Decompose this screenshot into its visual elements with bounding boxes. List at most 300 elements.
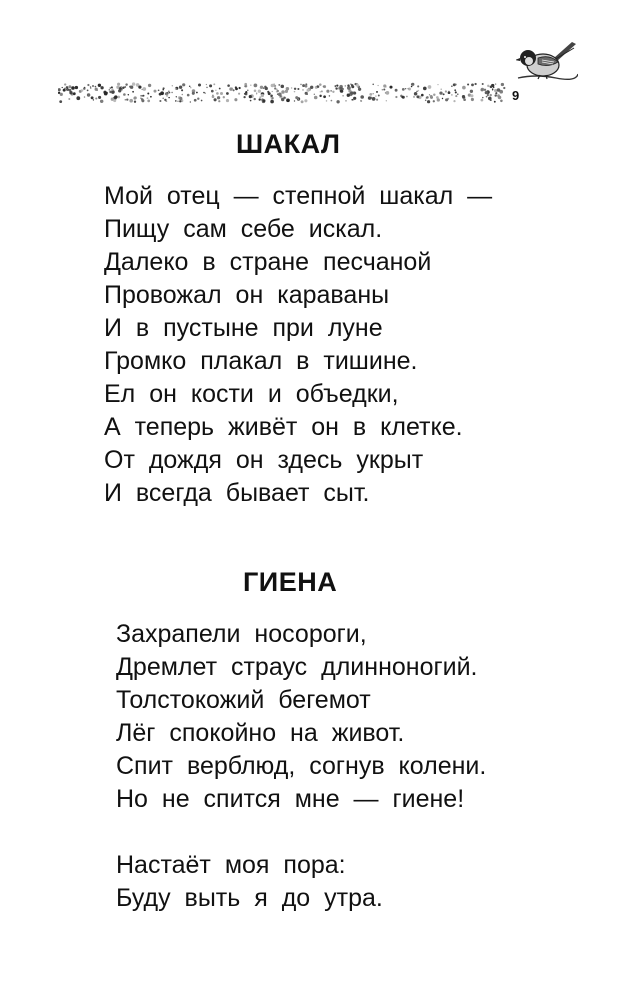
- ornament-speck: [134, 101, 136, 103]
- ornament-speck: [277, 90, 279, 92]
- ornament-speck: [247, 90, 249, 92]
- ornament-speck: [347, 84, 349, 86]
- ornament-speck: [258, 90, 261, 93]
- ornament-speck: [270, 100, 274, 104]
- decorative-header-ornament: [58, 80, 506, 106]
- ornament-speck: [350, 83, 351, 84]
- ornament-speck: [463, 98, 466, 101]
- ornament-speck: [110, 87, 112, 89]
- ornament-speck: [498, 96, 502, 100]
- ornament-speck: [206, 84, 207, 85]
- ornament-speck: [118, 89, 121, 92]
- ornament-speck: [501, 83, 504, 86]
- ornament-speck: [372, 84, 374, 86]
- ornament-speck: [462, 86, 466, 90]
- ornament-speck: [179, 86, 182, 89]
- ornament-speck: [310, 86, 313, 89]
- ornament-speck: [455, 95, 457, 97]
- ornament-speck: [68, 85, 71, 88]
- ornament-speck: [297, 88, 299, 90]
- ornament-speck: [301, 100, 304, 103]
- ornament-speck: [87, 93, 90, 96]
- ornament-speck: [58, 88, 61, 91]
- ornament-speck: [368, 96, 371, 99]
- ornament-speck: [486, 96, 488, 98]
- ornament-speck: [214, 98, 217, 101]
- ornament-speck: [216, 92, 219, 95]
- ornament-speck: [201, 100, 203, 102]
- ornament-speck: [453, 100, 455, 102]
- ornament-speck: [317, 85, 319, 87]
- poem-line: Но не спится мне — гиене!: [116, 785, 465, 813]
- ornament-speck: [336, 100, 339, 103]
- poem-title: ГИЕНА: [243, 567, 338, 597]
- poem-line: Ел он кости и объедки,: [104, 380, 399, 408]
- poem-line: Толстокожий бегемот: [116, 686, 371, 714]
- ornament-speck: [166, 95, 168, 97]
- ornament-speck: [90, 87, 92, 89]
- ornament-speck: [220, 92, 223, 95]
- ornament-speck: [67, 89, 69, 91]
- ornament-speck: [261, 94, 264, 97]
- ornament-speck: [455, 84, 457, 86]
- ornament-speck: [345, 85, 347, 87]
- ornament-speck: [182, 83, 185, 86]
- ornament-speck: [109, 89, 110, 90]
- ornament-speck: [138, 85, 141, 88]
- ornament-speck: [84, 87, 86, 89]
- ornament-speck: [125, 83, 127, 85]
- ornament-speck: [451, 94, 453, 96]
- ornament-speck: [190, 101, 191, 102]
- ornament-speck: [125, 99, 127, 101]
- poem-text: [104, 180, 492, 510]
- ornament-speck: [474, 83, 476, 85]
- ornament-speck: [295, 96, 298, 99]
- ornament-speck: [402, 88, 405, 91]
- ornament-speck: [132, 91, 134, 93]
- ornament-speck: [284, 97, 286, 99]
- ornament-speck: [442, 98, 443, 99]
- ornament-speck: [445, 90, 447, 92]
- ornament-speck: [482, 97, 483, 98]
- ornament-speck: [238, 93, 240, 95]
- ornament-speck: [319, 83, 322, 86]
- ornament-speck: [395, 89, 398, 92]
- poem-line: Захрапели носороги,: [116, 620, 367, 648]
- ornament-speck: [330, 90, 331, 91]
- ornament-speck: [331, 100, 333, 102]
- ornament-speck: [111, 88, 113, 90]
- ornament-speck: [326, 90, 329, 93]
- ornament-speck: [414, 92, 418, 96]
- ornament-speck: [386, 100, 387, 101]
- ornament-speck: [378, 95, 380, 97]
- ornament-speck: [395, 96, 397, 98]
- ornament-speck: [238, 87, 240, 89]
- ornament-speck: [470, 90, 473, 93]
- bird-illustration-icon: [516, 38, 578, 88]
- ornament-speck: [215, 90, 216, 91]
- ornament-speck: [342, 95, 344, 97]
- ornament-speck: [250, 100, 252, 102]
- ornament-speck: [445, 98, 448, 101]
- ornament-speck: [95, 88, 98, 91]
- ornament-speck: [471, 98, 474, 101]
- poem-line: Провожал он караваны: [104, 281, 390, 309]
- ornament-speck: [250, 84, 251, 85]
- ornament-speck: [411, 86, 413, 88]
- ornament-speck: [494, 101, 496, 103]
- ornament-speck: [160, 91, 164, 95]
- page-number: 9: [512, 88, 520, 103]
- ornament-speck: [484, 89, 486, 91]
- ornament-speck: [254, 90, 257, 93]
- ornament-speck: [437, 84, 438, 85]
- ornament-speck: [243, 96, 245, 98]
- ornament-speck: [286, 98, 290, 102]
- ornament-speck: [421, 94, 424, 97]
- ornament-speck: [249, 95, 252, 98]
- ornament-speck: [451, 86, 452, 87]
- ornament-speck: [59, 100, 62, 103]
- ornament-speck: [323, 85, 325, 87]
- ornament-speck: [300, 84, 302, 86]
- ornament-speck: [448, 91, 451, 94]
- ornament-speck: [147, 97, 149, 99]
- ornament-speck: [481, 99, 484, 102]
- poem-stanza: [116, 618, 486, 816]
- ornament-speck: [495, 92, 497, 94]
- ornament-speck: [314, 94, 315, 95]
- ornament-speck: [154, 90, 157, 93]
- ornament-speck: [360, 95, 364, 99]
- ornament-speck: [489, 94, 491, 96]
- ornament-speck: [356, 84, 359, 87]
- ornament-speck: [271, 84, 275, 88]
- ornament-speck: [428, 85, 432, 89]
- ornament-speck: [433, 93, 435, 95]
- ornament-speck: [211, 90, 214, 93]
- ornament-speck: [351, 85, 354, 88]
- ornament-speck: [165, 100, 167, 102]
- ornament-speck: [302, 84, 305, 87]
- poem-stanza: [116, 849, 383, 915]
- ornament-speck: [235, 86, 237, 88]
- ornament-speck: [218, 100, 220, 102]
- ornament-speck: [430, 95, 433, 98]
- ornament-speck: [417, 90, 419, 92]
- ornament-speck: [372, 93, 373, 94]
- poem-line: И в пустыне при луне: [104, 314, 383, 342]
- ornament-speck: [389, 86, 392, 89]
- ornament-speck: [87, 90, 89, 92]
- ornament-speck: [175, 100, 177, 102]
- ornament-speck: [60, 93, 63, 96]
- ornament-speck: [227, 84, 230, 87]
- ornament-speck: [95, 86, 97, 88]
- ornament-speck: [212, 95, 215, 98]
- ornament-speck: [226, 99, 229, 102]
- poem-line: А теперь живёт он в клетке.: [104, 413, 463, 441]
- ornament-speck: [177, 101, 178, 102]
- ornament-speck: [192, 92, 195, 95]
- ornament-speck: [406, 96, 408, 98]
- ornament-speck: [142, 87, 146, 91]
- ornament-speck: [471, 83, 474, 86]
- ornament-speck: [455, 91, 457, 93]
- ornament-speck: [427, 100, 430, 103]
- ornament-speck: [497, 88, 501, 92]
- ornament-speck: [503, 87, 505, 89]
- ornament-speck: [95, 97, 97, 99]
- ornament-speck: [254, 84, 258, 88]
- ornament-speck: [319, 95, 321, 97]
- ornament-speck: [98, 96, 101, 99]
- ornament-speck: [162, 89, 164, 91]
- poem-line: Далеко в стране песчаной: [104, 248, 432, 276]
- ornament-speck: [93, 99, 94, 100]
- poem-line: Спит верблюд, согнув колени.: [116, 752, 487, 780]
- ornament-speck: [256, 93, 257, 94]
- ornament-speck: [176, 96, 177, 97]
- ornament-speck: [245, 91, 247, 93]
- ornament-speck: [470, 94, 473, 97]
- ornament-speck: [405, 88, 406, 89]
- ornament-speck: [268, 92, 271, 95]
- ornament-speck: [162, 97, 164, 99]
- ornament-speck: [223, 96, 225, 98]
- ornament-speck: [437, 98, 440, 101]
- ornament-speck: [68, 98, 70, 100]
- poem-line: Настаёт моя пора:: [116, 851, 346, 879]
- ornament-speck: [130, 85, 133, 88]
- ornament-speck: [423, 87, 427, 91]
- ornament-speck: [111, 86, 113, 88]
- ornament-speck: [320, 91, 321, 92]
- ornament-speck: [280, 95, 282, 97]
- ornament-speck: [87, 84, 89, 86]
- ornament-speck: [351, 99, 353, 101]
- ornament-speck: [123, 93, 126, 96]
- ornament-speck: [62, 87, 63, 88]
- ornament-speck: [114, 95, 117, 98]
- ornament-speck: [369, 93, 372, 96]
- ornament-speck: [360, 100, 362, 102]
- ornament-speck: [132, 82, 135, 85]
- ornament-speck: [386, 91, 390, 95]
- ornament-speck: [492, 89, 493, 90]
- ornament-speck: [117, 96, 120, 99]
- ornament-speck: [91, 96, 94, 99]
- ornament-speck: [76, 96, 80, 100]
- ornament-speck: [126, 98, 128, 100]
- ornament-speck: [81, 89, 83, 91]
- ornament-speck: [302, 89, 304, 91]
- ornament-speck: [259, 98, 261, 100]
- ornament-speck: [171, 92, 172, 93]
- ornament-speck: [71, 86, 75, 90]
- ornament-speck: [113, 99, 116, 102]
- ornament-speck: [272, 91, 273, 92]
- ornament-speck: [265, 87, 268, 90]
- ornament-speck: [276, 89, 277, 90]
- ornament-speck: [187, 94, 190, 97]
- ornament-speck: [339, 87, 342, 90]
- ornament-speck: [382, 89, 383, 90]
- ornament-speck: [411, 83, 414, 86]
- ornament-speck: [335, 86, 336, 87]
- ornament-speck: [140, 98, 141, 99]
- ornament-speck: [244, 93, 246, 95]
- ornament-speck: [482, 83, 484, 85]
- ornament-speck: [259, 96, 261, 98]
- ornament-speck: [128, 94, 129, 95]
- ornament-speck: [158, 89, 160, 91]
- ornament-speck: [75, 86, 78, 89]
- ornament-speck: [376, 99, 378, 101]
- ornament-speck: [480, 88, 483, 91]
- ornament-speck: [168, 91, 170, 93]
- ornament-speck: [440, 88, 441, 89]
- poem-line: Дремлет страус длинноногий.: [116, 653, 478, 681]
- ornament-speck: [305, 92, 308, 95]
- ornament-speck: [323, 95, 326, 98]
- ornament-speck: [425, 100, 427, 102]
- ornament-speck: [98, 84, 101, 87]
- ornament-speck: [329, 95, 331, 97]
- ornament-speck: [347, 94, 350, 97]
- ornament-speck: [147, 92, 149, 94]
- ornament-speck: [377, 85, 378, 86]
- ornament-speck: [150, 96, 152, 98]
- ornament-speck: [291, 87, 292, 88]
- ornament-speck: [490, 85, 493, 88]
- ornament-speck: [172, 85, 173, 86]
- ornament-speck: [358, 88, 361, 91]
- ornament-speck: [181, 89, 183, 91]
- ornament-speck: [426, 97, 427, 98]
- ornament-speck: [281, 90, 285, 94]
- ornament-speck: [116, 86, 119, 89]
- ornament-speck: [407, 88, 409, 90]
- ornament-speck: [196, 92, 198, 94]
- ornament-speck: [100, 100, 103, 103]
- ornament-speck: [274, 87, 276, 89]
- ornament-speck: [383, 88, 385, 90]
- ornament-speck: [129, 99, 133, 103]
- ornament-speck: [294, 88, 296, 90]
- ornament-speck: [417, 85, 419, 87]
- ornament-speck: [84, 96, 86, 98]
- ornament-speck: [304, 99, 307, 102]
- ornament-speck: [104, 92, 108, 96]
- ornament-speck: [457, 93, 458, 94]
- ornament-speck: [168, 97, 169, 98]
- ornament-speck: [100, 86, 103, 89]
- ornament-speck: [134, 96, 137, 99]
- ornament-speck: [66, 86, 69, 89]
- ornament-speck: [401, 96, 403, 98]
- ornament-speck: [433, 100, 435, 102]
- ornament-speck: [109, 91, 112, 94]
- ornament-speck: [467, 83, 469, 85]
- ornament-speck: [485, 91, 488, 94]
- ornament-speck: [197, 98, 199, 100]
- ornament-speck: [141, 99, 144, 102]
- ornament-speck: [416, 95, 419, 98]
- ornament-speck: [274, 85, 276, 87]
- ornament-speck: [429, 94, 430, 95]
- ornament-speck: [294, 91, 296, 93]
- ornament-speck: [416, 91, 417, 92]
- ornament-speck: [120, 86, 122, 88]
- ornament-speck: [182, 94, 184, 96]
- ornament-speck: [314, 96, 318, 100]
- ornament-speck: [439, 91, 442, 94]
- poem-line: Мой отец — степной шакал —: [104, 182, 493, 210]
- ornament-speck: [307, 89, 310, 92]
- ornament-speck: [286, 87, 289, 90]
- ornament-speck: [462, 95, 465, 98]
- ornament-speck: [229, 87, 232, 90]
- poem-line: Пищу сам себе искал.: [104, 215, 383, 243]
- ornament-speck: [122, 87, 124, 89]
- ornament-speck: [443, 93, 445, 95]
- ornament-speck: [336, 84, 338, 86]
- ornament-speck: [454, 89, 456, 91]
- ornament-speck: [213, 83, 215, 85]
- ornament-speck: [487, 94, 489, 96]
- ornament-speck: [189, 85, 191, 87]
- ornament-speck: [64, 83, 66, 85]
- poem-line: И всегда бывает сыт.: [104, 479, 370, 507]
- ornament-speck: [493, 86, 495, 88]
- ornament-speck: [254, 98, 256, 100]
- ornament-speck: [147, 100, 150, 103]
- ornament-speck: [494, 94, 496, 96]
- ornament-speck: [63, 89, 66, 92]
- ornament-speck: [233, 89, 235, 91]
- ornament-speck: [500, 100, 503, 103]
- ornament-speck: [353, 97, 356, 100]
- ornament-speck: [179, 97, 182, 100]
- ornament-speck: [69, 91, 72, 94]
- ornament-speck: [353, 92, 356, 95]
- ornament-speck: [350, 91, 353, 94]
- poem-line: Громко плакал в тишине.: [104, 347, 418, 375]
- ornament-speck: [226, 92, 229, 95]
- poem-line: Буду выть я до утра.: [116, 884, 383, 912]
- ornament-speck: [203, 92, 205, 94]
- ornament-speck: [209, 84, 212, 87]
- ornament-speck: [179, 100, 181, 102]
- ornament-speck: [194, 99, 197, 102]
- ornament-speck: [73, 92, 76, 95]
- ornament-speck: [278, 84, 280, 86]
- ornament-speck: [413, 97, 414, 98]
- ornament-speck: [272, 97, 274, 99]
- ornament-speck: [175, 88, 177, 90]
- ornament-speck: [159, 100, 161, 102]
- ornament-speck: [375, 95, 376, 96]
- ornament-speck: [326, 100, 328, 102]
- ornament-speck: [491, 99, 492, 100]
- ornament-speck: [281, 98, 284, 101]
- ornament-speck: [263, 99, 266, 102]
- ornament-speck: [345, 100, 346, 101]
- ornament-speck: [281, 85, 285, 89]
